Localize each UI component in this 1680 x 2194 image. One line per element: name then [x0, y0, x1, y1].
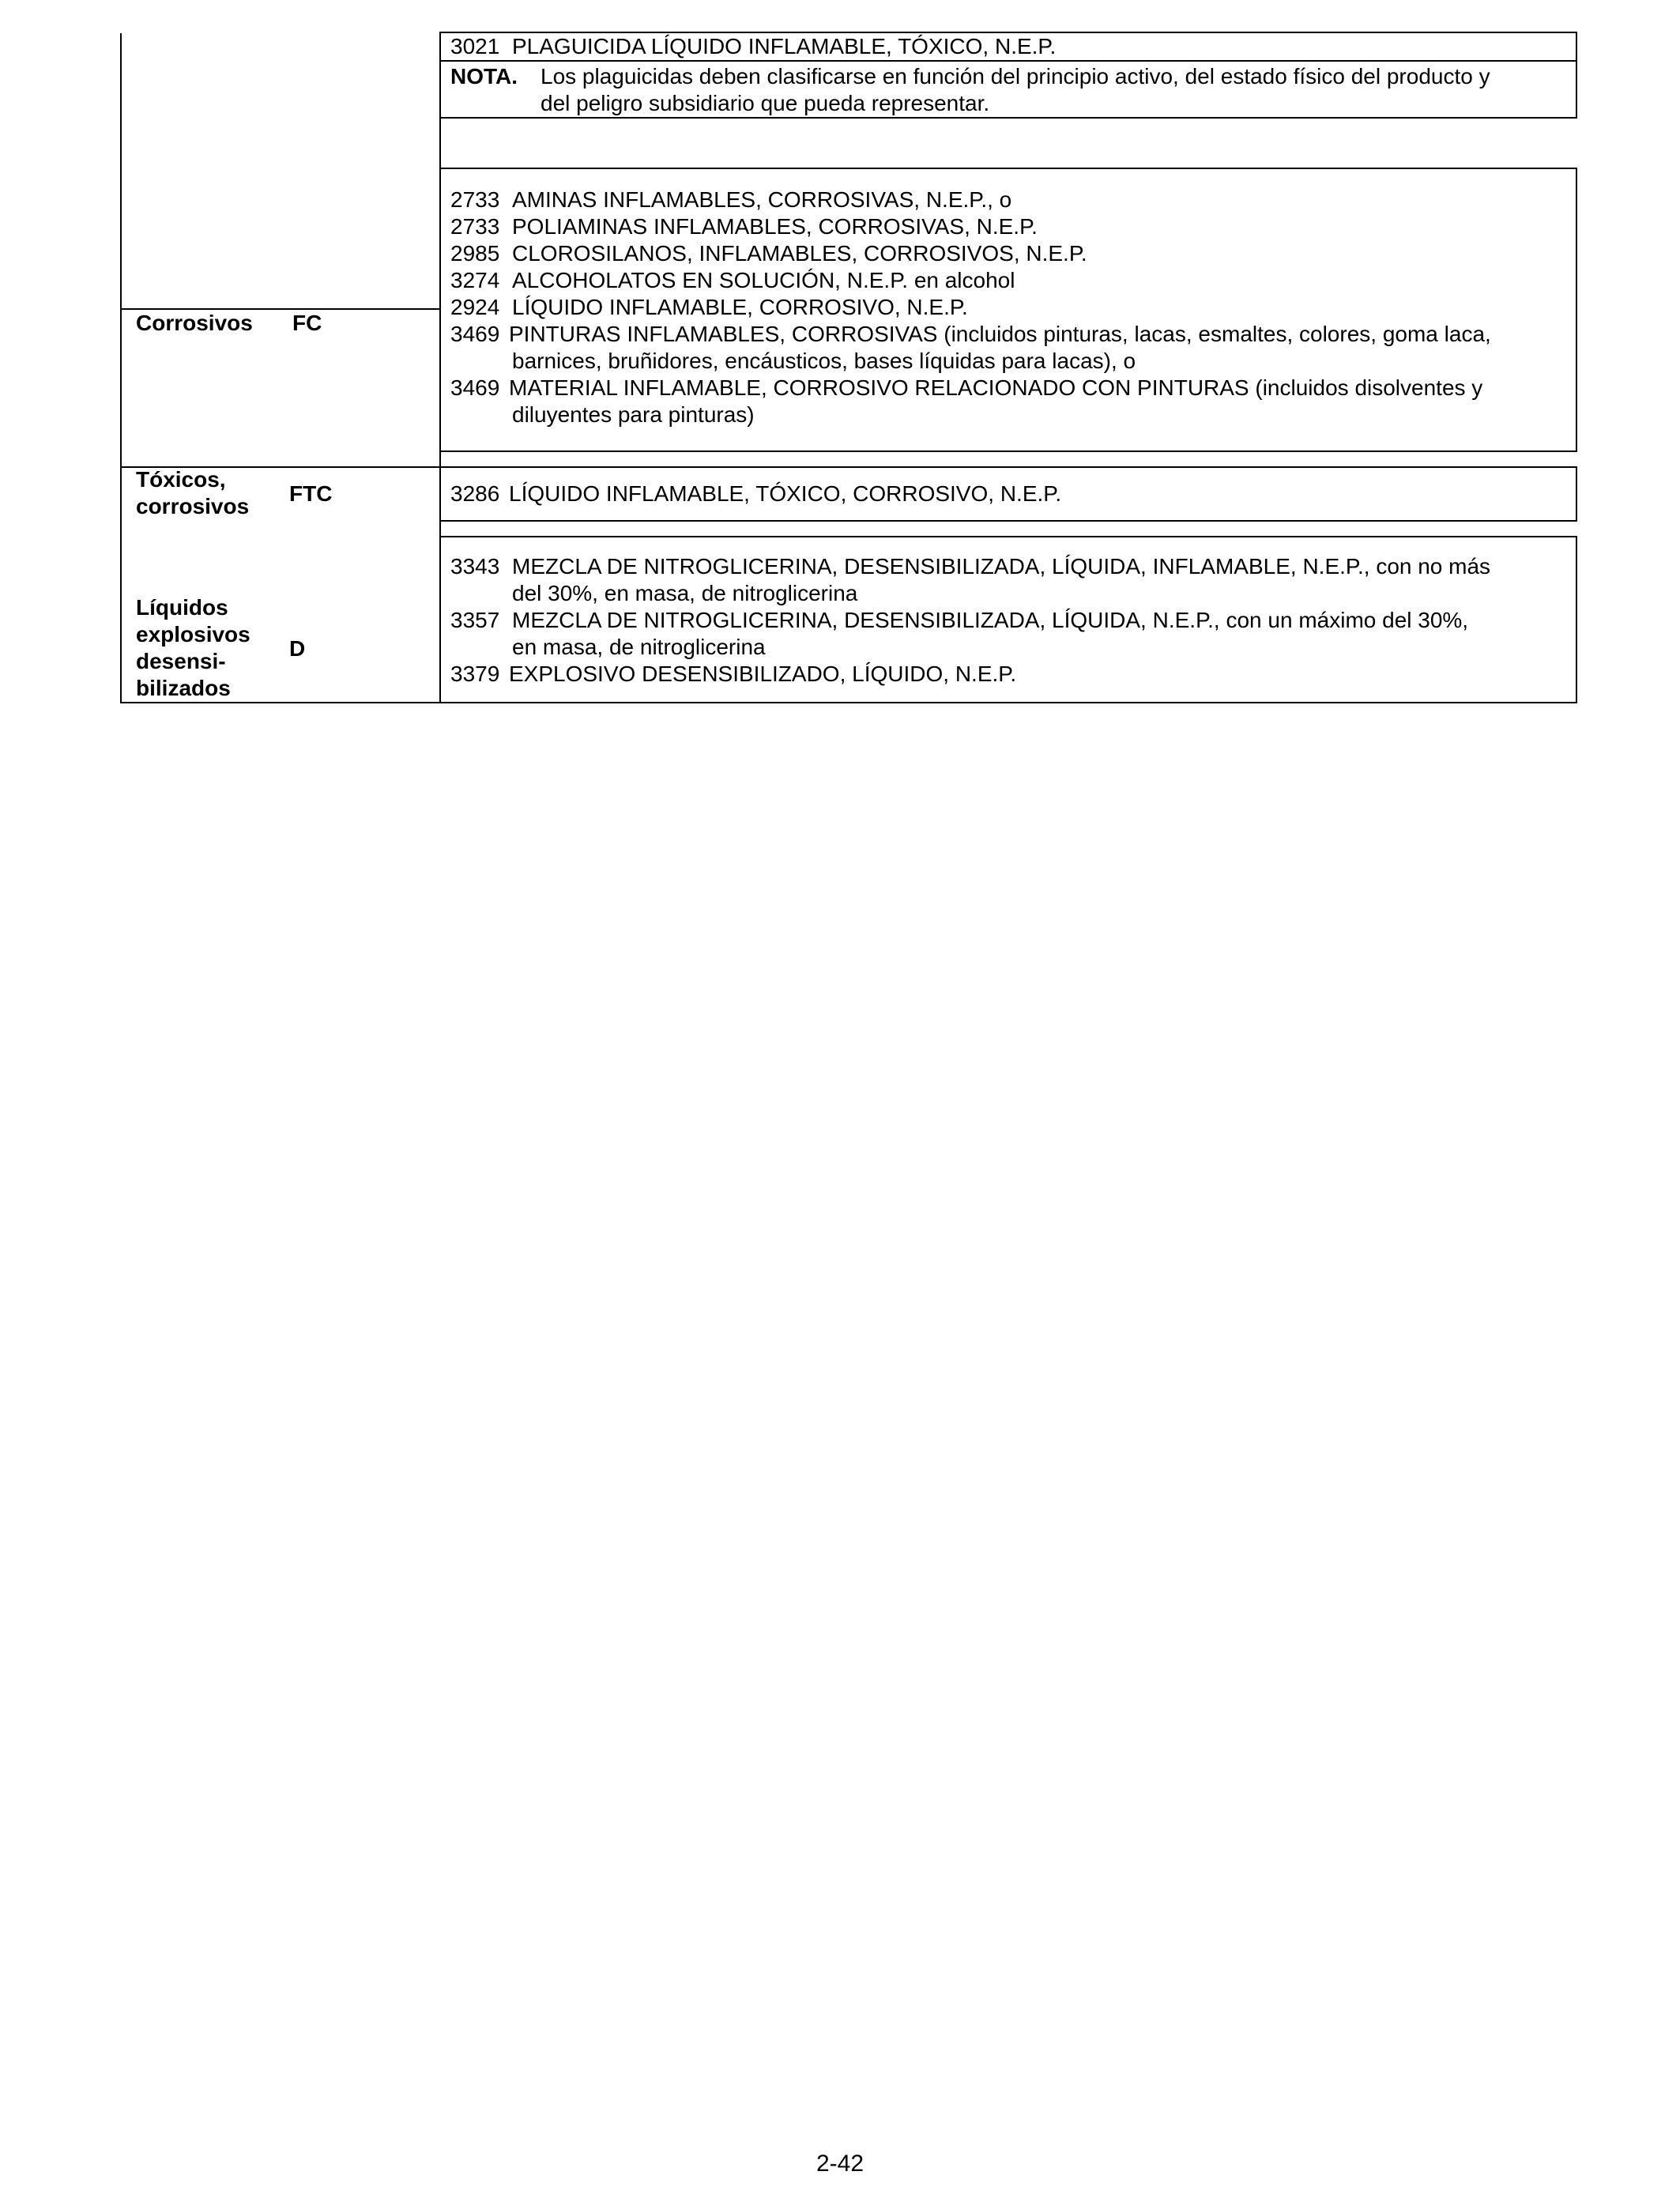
entry-3469-pinturas — [450, 321, 1491, 348]
category-liquidos-line-3: desensi- — [136, 649, 226, 673]
entry-name: EXPLOSIVO DESENSIBILIZADO, LÍQUIDO, N.E.P. — [509, 662, 1017, 686]
entry-name: MATERIAL INFLAMABLE, CORROSIVO RELACIONADO CON PINTURAS (incluidos disolventes y — [509, 375, 1483, 400]
entry-2985 — [450, 240, 1087, 267]
entry-name: CLOROSILANOS, INFLAMABLES, CORROSIVOS, N.E.P. — [512, 241, 1087, 266]
category-corrosivos: Corrosivos — [136, 311, 253, 335]
entry-2733-poliaminas — [450, 213, 1038, 240]
note-divider — [439, 60, 1577, 62]
class-code-d: D — [289, 636, 306, 661]
category-liquidos-line-1: Líquidos — [136, 595, 228, 620]
page-number: 2-42 — [816, 2151, 864, 2177]
un-number: 3021 — [450, 34, 500, 58]
entry-name: LÍQUIDO INFLAMABLE, CORROSIVO, N.E.P. — [512, 295, 968, 319]
note-label: NOTA. — [450, 64, 518, 89]
entry-name: LÍQUIDO INFLAMABLE, TÓXICO, CORROSIVO, N.E.P. — [509, 481, 1062, 506]
entry-name: AMINAS INFLAMABLES, CORROSIVAS, N.E.P., o — [512, 187, 1012, 212]
un-number: 3379 — [450, 662, 500, 686]
entry-continuation: en masa, de nitroglicerina — [512, 635, 766, 659]
un-number: 3357 — [450, 608, 500, 632]
un-number: 3286 — [450, 481, 500, 506]
entry-3274 — [450, 267, 1015, 294]
category-liquidos-line-4: bilizados — [136, 676, 231, 700]
class-code-ftc: FTC — [289, 481, 333, 506]
un-number: 2924 — [450, 295, 500, 319]
category-toxicos-line-1: Tóxicos, — [136, 467, 226, 492]
un-number: 3343 — [450, 554, 500, 579]
class-code-fc: FC — [292, 311, 322, 335]
entry-continuation: barnices, bruñidores, encáusticos, bases líquidas para lacas), o — [512, 349, 1136, 373]
category-liquidos-line-2: explosivos — [136, 622, 250, 647]
table-left-border — [120, 33, 122, 703]
note-text-line-2: del peligro subsidiario que pueda representar. — [541, 91, 990, 115]
un-number: 3469 — [450, 322, 500, 346]
entry-continuation: del 30%, en masa, de nitroglicerina — [512, 581, 858, 605]
entry-3343 — [450, 553, 1490, 580]
entry-name: MEZCLA DE NITROGLICERINA, DESENSIBILIZADA, LÍQUIDA, INFLAMABLE, N.E.P., con no más — [512, 554, 1491, 579]
un-number: 3469 — [450, 375, 500, 400]
entry-name: POLIAMINAS INFLAMABLES, CORROSIVAS, N.E.P. — [512, 214, 1038, 239]
entry-3357 — [450, 607, 1468, 634]
entry-2733-aminas — [450, 187, 1011, 213]
entry-3021 — [450, 33, 1056, 60]
note-text-line-1: Los plaguicidas deben clasificarse en función del principio activo, del estado físico del producto y — [541, 64, 1490, 89]
entry-3286 — [450, 481, 1061, 507]
entry-name: PLAGUICIDA LÍQUIDO INFLAMABLE, TÓXICO, N.E.P. — [512, 34, 1057, 58]
entry-2924 — [450, 294, 968, 321]
entry-name: MEZCLA DE NITROGLICERINA, DESENSIBILIZADA, LÍQUIDA, N.E.P., con un máximo del 30%, — [512, 608, 1469, 632]
un-number: 3274 — [450, 268, 500, 292]
entry-name: PINTURAS INFLAMABLES, CORROSIVAS (incluidos pinturas, lacas, esmaltes, colores, goma laca, — [509, 322, 1491, 346]
un-number: 2733 — [450, 187, 500, 212]
table-bottom-border — [120, 702, 441, 703]
category-toxicos-line-2: corrosivos — [136, 494, 250, 518]
un-number: 2985 — [450, 241, 500, 266]
entry-name: ALCOHOLATOS EN SOLUCIÓN, N.E.P. en alcohol — [512, 268, 1015, 292]
entry-continuation: diluyentes para pinturas) — [512, 402, 755, 427]
entry-3379 — [450, 661, 1016, 688]
un-number: 2733 — [450, 214, 500, 239]
entry-3469-material — [450, 375, 1482, 401]
